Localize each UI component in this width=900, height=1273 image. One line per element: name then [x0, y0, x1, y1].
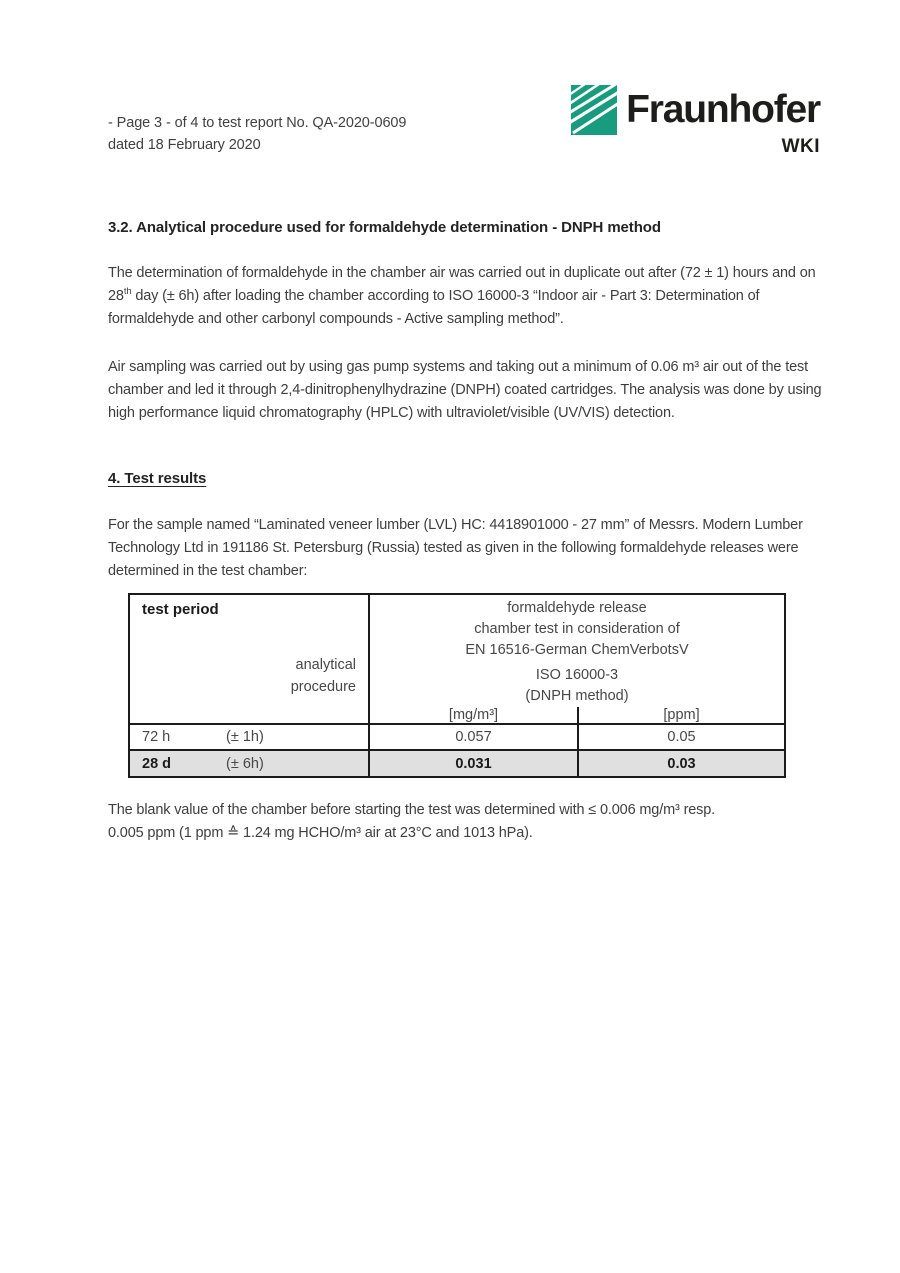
paragraph-dnph-part1: The determination of formaldehyde in the chamber air was carried out in duplicate out after (72 ± 1) hours and on 28 — [108, 265, 816, 304]
dnph-line: (DNPH method) — [525, 688, 629, 704]
paragraph-dnph-part2: day (± 6h) after loading the chamber according to ISO 16000-3 “Indoor air - Part 3: Determination of formaldehyde and other carbonyl compounds - Active sampling method”. — [108, 288, 760, 327]
cell-ppm-28d: 0.03 — [667, 755, 696, 772]
period-value: 72 h — [142, 729, 171, 745]
unit-mg-m3: [mg/m³] — [370, 707, 579, 723]
tolerance-value: (± 1h) — [226, 729, 264, 745]
blank-value-line2: 0.005 ppm (1 ppm ≙ 1.24 mg HCHO/m³ air at 23°C and 1013 hPa). — [108, 825, 533, 841]
results-table-header — [130, 595, 784, 725]
iso-method-label — [370, 665, 784, 707]
fraunhofer-institute: WKI — [781, 136, 820, 157]
ordinal-superscript: th — [123, 286, 132, 298]
paragraph-air-sampling: Air sampling was carried out by using gas pump systems and taking out a minimum of 0.06 m³ air out of the test chamber and led it through 2,4-dinitrophenylhydrazine (DNPH) coated cartridges. The analysis was done by using high performance liquid chromatography (HPLC) with ultraviolet/visible (UV/VIS) detection. — [108, 359, 822, 421]
fraunhofer-logo-icon — [571, 85, 617, 135]
table-row-72h — [130, 725, 784, 749]
analytical-procedure-label — [291, 654, 356, 698]
test-period-label: test period — [142, 601, 219, 618]
release-line3: EN 16516-German ChemVerbotsV — [465, 642, 689, 658]
cell-mg-28d: 0.031 — [370, 751, 579, 776]
tolerance-value: (± 6h) — [226, 755, 264, 772]
cell-mg-72h: 0.057 — [370, 725, 579, 749]
fraunhofer-logo-row — [571, 85, 820, 135]
blank-value-note — [108, 799, 822, 845]
analytical-line2: procedure — [290, 679, 356, 695]
cell-period-72h — [130, 725, 370, 749]
iso-line: ISO 16000-3 — [535, 667, 619, 683]
page-header — [108, 85, 820, 158]
fraunhofer-wordmark: Fraunhofer — [626, 88, 820, 131]
fraunhofer-logo — [571, 85, 820, 158]
page-ref — [108, 112, 406, 156]
page-ref-line1: - Page 3 - of 4 to test report No. QA-2020-0609 — [108, 115, 407, 131]
table-row-28d — [130, 749, 784, 776]
paragraph-sample-intro: For the sample named “Laminated veneer lumber (LVL) HC: 4418901000 - 27 mm” of Messrs. Modern Lumber Technology Ltd in 191186 St. Petersburg (Russia) tested as given in the following formaldehyde releases were determined in the test chamber: — [108, 517, 803, 579]
header-cell-formaldehyde-release — [370, 595, 784, 723]
cell-ppm-72h: 0.05 — [667, 729, 696, 745]
header-cell-test-period — [130, 595, 370, 723]
period-value: 28 d — [142, 755, 172, 772]
page-ref-line2: dated 18 February 2020 — [108, 137, 261, 153]
blank-value-line1: The blank value of the chamber before starting the test was determined with ≤ 0.006 mg/m³ resp. — [108, 802, 716, 818]
section-3-2-heading: 3.2. Analytical procedure used for formaldehyde determination - DNPH method — [108, 219, 661, 236]
analytical-line1: analytical — [295, 657, 356, 673]
release-line1: formaldehyde release — [507, 600, 647, 616]
release-line2: chamber test in consideration of — [474, 621, 680, 637]
section-4-heading: 4. Test results — [108, 470, 207, 487]
release-consideration-label — [370, 595, 784, 661]
results-table — [128, 593, 786, 778]
unit-row — [370, 707, 784, 723]
paragraph-dnph-determination — [108, 262, 822, 331]
cell-period-28d — [130, 751, 370, 776]
unit-ppm: [ppm] — [663, 707, 700, 723]
